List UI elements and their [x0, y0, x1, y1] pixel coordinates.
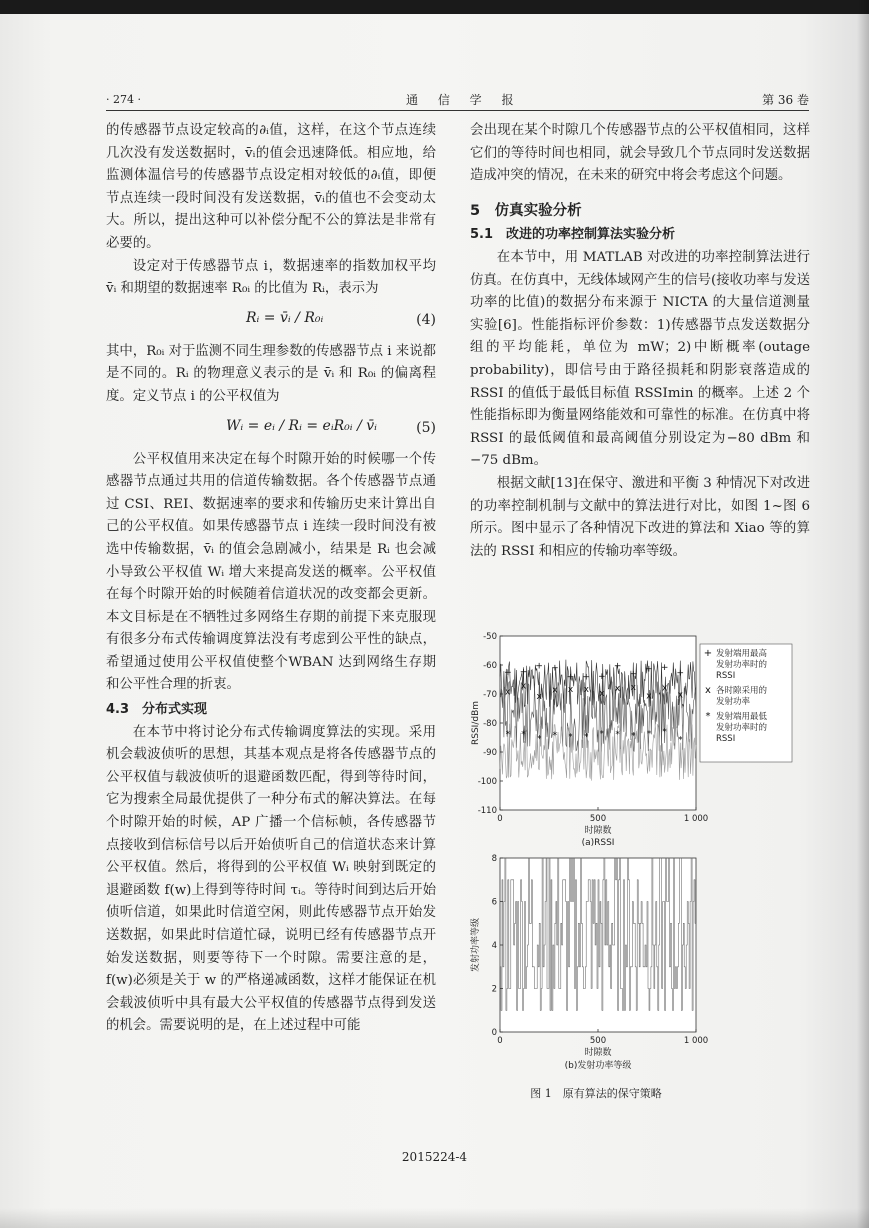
series-marker-1: + [551, 663, 559, 674]
series-marker-1: + [629, 669, 638, 680]
y-tick-label: 8 [491, 854, 497, 864]
series-marker-2: x [614, 684, 621, 695]
y-tick-label: -70 [483, 690, 497, 700]
series-marker-2: x [536, 692, 542, 703]
legend-label-3: RSSI [716, 734, 736, 744]
running-header [106, 90, 809, 108]
series-marker-2: x [567, 685, 574, 696]
series-marker-1: + [504, 667, 512, 678]
section-heading-5: 5 仿真实验分析 [470, 202, 582, 219]
chart-rssi [466, 628, 806, 850]
series-marker-3: * [552, 731, 558, 742]
y-tick-label: -100 [477, 777, 497, 787]
series-marker-2: x [646, 691, 652, 702]
series-marker-3: * [631, 731, 636, 742]
y-tick-label: -110 [477, 806, 497, 816]
x-tick-label: 0 [497, 1036, 503, 1046]
equation-body: Rᵢ = v̄ᵢ / R₀ᵢ [246, 309, 324, 326]
series-marker-3: * [678, 735, 683, 746]
series-marker-3: * [568, 732, 573, 743]
x-tick-label: 500 [589, 814, 607, 824]
series-marker-2: x [505, 687, 511, 698]
figure-caption: 图 1 原有算法的保守策略 [530, 1087, 662, 1100]
scan-top-border [0, 0, 869, 14]
chart-subtitle: (b)发射功率等级 [564, 1061, 632, 1071]
series-marker-1: + [598, 672, 606, 683]
series-marker-2: x [599, 689, 605, 700]
series-marker-1: + [566, 672, 575, 683]
paragraph: 在本节中，用 MATLAB 对改进的功率控制算法进行仿真。在仿真中，无线体域网产生的信号(接收功率与发送功率的比值)的数据分布来源于 NICTA 的大量信道测量实验[6]。性能指标评价参数：1)传感器节点发送数据分组的平均能耗，单位为 mW；2)中断概率(outage probability)，即信号由于路径损耗和阴影衰落造成的 RSSI 的值低于最低目标值 RSSImin 的概率。上述 2 个性能指标即为衡量网络能效和可靠性的标准。在仿真中将 RSSI 的最低阈值和最高阈值分别设定为−80 dBm 和−75 dBm。 [470, 249, 810, 469]
y-tick-label: 0 [491, 1028, 497, 1038]
x-tick-label: 0 [497, 814, 503, 824]
x-axis-label: 时隙数 [584, 826, 612, 836]
section-heading-5-1: 5.1 改进的功率控制算法实验分析 [470, 227, 676, 243]
journal-name: 通 信 学 报 [406, 93, 522, 107]
y-tick-label: 4 [491, 941, 497, 951]
section-heading-4-3: 4.3 分布式实现 [106, 702, 208, 718]
x-tick-label: 500 [589, 1036, 607, 1046]
scan-bottom-shadow [0, 1208, 869, 1228]
series-marker-1: + [519, 667, 528, 678]
series-marker-2: x [677, 690, 683, 701]
paragraph: 根据文献[13]在保守、激进和平衡 3 种情况下对改进的功率控制机制与文献中的算法进行对比，如图 1~图 6 所示。图中显示了各种情况下改进的算法和 Xiao 等的算法的 RSSI 和相应的传输功率等级。 [470, 475, 810, 559]
paragraph: 在本节中将讨论分布式传输调度算法的实现。采用机会载波侦听的思想，其基本观点是将各传感器节点的公平权值与载波侦听的退避函数匹配，得到等待时间，它为搜索全局最优提供了一种分布式的解决算法。在每个时隙开始的时候，AP 广播一个信标帧，各传感器节点接收到信标信号以后开始侦听自己的信道状态来计算公平权值。然后，将得到的公平权值 Wᵢ 映射到既定的退避函数 f(w)上得到等待时间 τᵢ。等待时间到达后开始侦听信道，如果此时信道空闲，则此传感器节点开始发送数据，如果此时信道忙碌，说明已经有传感器节点开始发送数据，则要等待下一个时隙。需要注意的是，f(w)必须是关于 w 的严格递减函数，这样才能保证在机会载波侦听中具有最大公平权值的传感器节点得到发送的机会。需要说明的是，在上述过程中可能 [106, 724, 436, 1034]
legend [700, 644, 792, 762]
paragraph: 其中，R₀ᵢ 对于监测不同生理参数的传感器节点 i 来说都是不同的。Rᵢ 的物理意义表示的是 v̄ᵢ 和 R₀ᵢ 的偏离程度。定义节点 i 的公平权值为 [106, 343, 436, 404]
y-tick-label: 2 [491, 984, 497, 995]
chart-subtitle: (a)RSSI [581, 838, 615, 848]
header-rule [106, 110, 809, 111]
scan-edge-shadow [857, 0, 869, 1228]
left-column [106, 120, 436, 1038]
x-tick-label: 1 000 [683, 814, 709, 824]
y-tick-label: -50 [483, 632, 497, 642]
series-marker-3: * [662, 727, 667, 738]
legend-label-2: 各时隙采用的 [716, 686, 768, 696]
y-tick-label: -90 [483, 748, 497, 758]
series-marker-3: * [521, 729, 526, 740]
series-marker-2: x [583, 685, 589, 696]
series-marker-1: + [582, 672, 591, 683]
legend-label-3: 发射端用最低 [716, 712, 768, 722]
series-marker-2: x [520, 681, 527, 692]
legend-marker-2: x [705, 685, 711, 696]
x-tick-label: 1 000 [683, 1036, 709, 1046]
series-marker-2: x [630, 683, 636, 694]
series-marker-1: + [660, 662, 669, 673]
x-axis-label: 时隙数 [584, 1048, 612, 1058]
y-axis-label: 发射功率等级 [471, 917, 481, 973]
y-tick-label: 6 [491, 897, 497, 908]
equation-number: (5) [416, 419, 436, 436]
series-marker-3: * [583, 732, 589, 743]
legend-marker-1: + [703, 648, 713, 659]
legend-label-3: 发射功率时的 [716, 723, 768, 733]
series-marker-3: * [505, 730, 511, 741]
series-marker-3: * [599, 729, 605, 740]
page-footer: 2015224-4 [401, 1150, 468, 1164]
paragraph: 的传感器节点设定较高的∂ᵢ值，这样，在这个节点连续几次没有发送数据时，v̄ᵢ的值会迅速降低。相应地，给监测体温信号的传感器节点设定相对较低的∂ᵢ值，即便节点连续一段时间没有发送数据，v̄ᵢ的值也不会变动太大。所以，提出这种可以补偿分配不公的算法是非常有必要的。 [106, 123, 436, 251]
y-axis-label: RSSI/dBm [471, 700, 481, 746]
series-marker-1: + [535, 661, 543, 672]
series-marker-3: * [615, 729, 620, 740]
legend-label-1: 发射端用最高 [716, 649, 768, 659]
equation-number: (4) [416, 311, 436, 328]
series-marker-2: x [552, 685, 558, 696]
page-number: · 274 · [106, 93, 141, 106]
paragraph: 设定对于传感器节点 i，数据速率的指数加权平均 v̄ᵢ 和期望的数据速率 R₀ᵢ 的比值为 Rᵢ，表示为 [106, 258, 436, 297]
series-marker-1: + [676, 668, 685, 679]
equation-body: Wᵢ = eᵢ / Rᵢ = eᵢR₀ᵢ / v̄ᵢ [226, 417, 377, 434]
paragraph: 会出现在某个时隙几个传感器节点的公平权值相同，这样它们的等待时间也相同，就会导致几个节点同时发送数据造成冲突的情况，在未来的研究中将会考虑这个问题。 [470, 123, 810, 184]
legend-label-1: RSSI [716, 671, 736, 681]
series-marker-1: + [645, 664, 653, 675]
legend-label-2: 发射功率 [716, 697, 751, 707]
series-marker-1: + [613, 661, 622, 672]
series-marker-3: * [646, 729, 652, 740]
legend-marker-3: * [705, 711, 711, 722]
y-tick-label: -60 [483, 661, 497, 671]
equation-4 [106, 301, 436, 341]
legend-label-1: 发射功率时的 [716, 660, 768, 670]
chart-power-level [466, 850, 726, 1078]
volume-label: 第 36 卷 [762, 93, 809, 107]
series-marker-2: x [661, 683, 668, 694]
paragraph: 公平权值用来决定在每个时隙开始的时候哪一个传感器节点通过共用的信道传输数据。各个传感器节点通过 CSI、REI、数据速率的要求和传输历史来计算出自己的公平权值。如果传感器节点 i 连续一段时间没有被选中传输数据，v̄ᵢ 的值会急剧减小，结果是 Rᵢ 也会减小导致公平权值 Wᵢ 增大来提高发送的概率。公平权值在每个时隙开始的时候随着信道状况的改变都会更新。本文目标是在不牺牲过多网络生存期的前提下来克服现有很多分布式传输调度算法没有考虑到公平性的缺点，希望通过使用公平权值使整个WBAN 达到网络生存期和公平性合理的折衷。 [106, 451, 436, 693]
equation-5 [106, 409, 436, 449]
y-tick-label: -80 [483, 719, 497, 729]
right-column [470, 120, 810, 563]
series-marker-3: * [536, 734, 542, 745]
